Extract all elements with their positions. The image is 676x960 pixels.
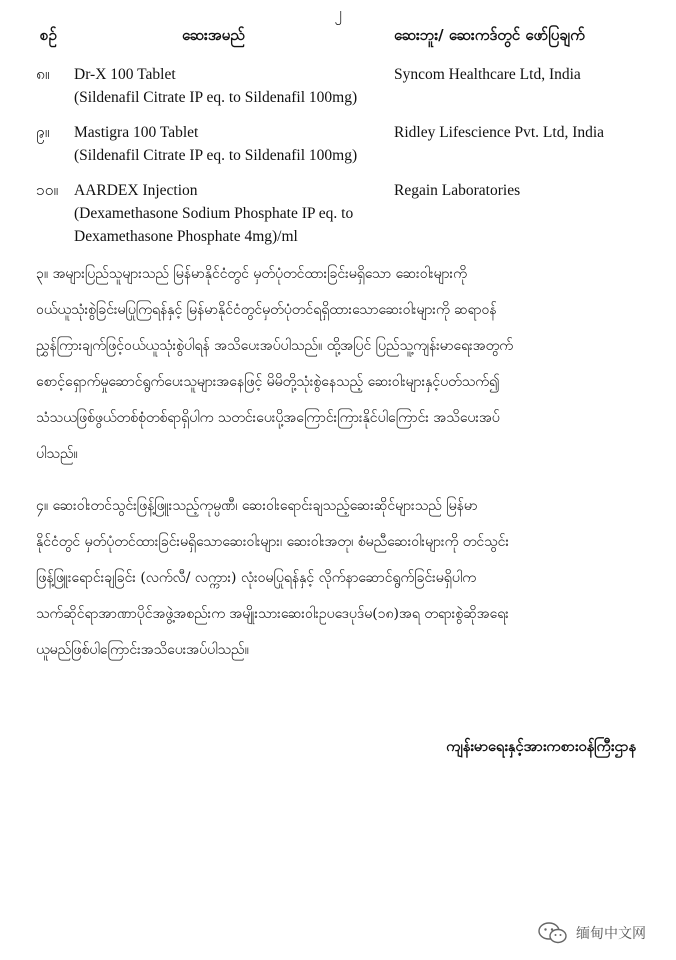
ministry-signature: ကျန်းမာရေးနှင့်အားကစားဝန်ကြီးဌာန bbox=[446, 738, 636, 755]
paragraph-line: ယူမည်ဖြစ်ပါကြောင်းအသိပေးအပ်ပါသည်။ bbox=[36, 642, 249, 658]
manufacturer: Syncom Healthcare Ltd, India bbox=[394, 66, 581, 83]
drug-name-line: Mastigra 100 Tablet bbox=[74, 124, 199, 141]
paragraph-line: စောင့်ရှောက်မှုဆောင်ရွက်ပေးသူများအနေဖြင့် မိမိတို့သုံးစွဲနေသည့် ဆေးဝါးများနှင့်ပတ်သက်၍ bbox=[36, 374, 500, 390]
manufacturer: Regain Laboratories bbox=[394, 182, 521, 199]
row-number: ၈။ bbox=[36, 66, 50, 83]
drug-name-line: (Sildenafil Citrate IP eq. to Sildenafil 100mg) bbox=[74, 89, 358, 106]
paragraph-line: ၃။ အများပြည်သူများသည် မြန်မာနိုင်ငံတွင် မှတ်ပုံတင်ထားခြင်းမရှိသော ဆေးဝါးများကို bbox=[36, 266, 467, 282]
drug-name-line: Dexamethasone Phosphate 4mg)/ml bbox=[74, 228, 298, 245]
paragraph-line: နိုင်ငံတွင် မှတ်ပုံတင်ထားခြင်းမရှိသောဆေးဝါးများ၊ ဆေးဝါးအတု၊ စံမညီဆေးဝါးများကို တင်သွင်း bbox=[36, 534, 510, 550]
wechat-icon bbox=[538, 922, 568, 944]
paragraph-4 bbox=[36, 488, 632, 668]
header-serial-number: စဉ် bbox=[40, 26, 57, 44]
drug-name bbox=[74, 121, 386, 167]
page-number: ၂ bbox=[334, 4, 342, 22]
drug-name bbox=[74, 63, 386, 109]
drug-name-line: AARDEX Injection bbox=[74, 182, 198, 199]
drug-name-line: (Dexamethasone Sodium Phosphate IP eq. to bbox=[74, 205, 354, 222]
drug-name-line: Dr-X 100 Tablet bbox=[74, 66, 176, 83]
table-header bbox=[0, 26, 676, 54]
paragraph-3 bbox=[36, 256, 632, 472]
paragraph-line: ဝယ်ယူသုံးစွဲခြင်းမပြုကြရန်နှင့် မြန်မာနိုင်ငံတွင်မှတ်ပုံတင်ရရှိထားသောဆေးဝါးများကို ဆရာဝန် bbox=[36, 302, 497, 318]
row-number: ၁၀။ bbox=[36, 182, 59, 199]
manufacturer: Ridley Lifescience Pvt. Ltd, India bbox=[394, 124, 605, 141]
header-manufacturer: ဆေးဘူး/ ဆေးကဒ်တွင် ဖော်ပြချက် bbox=[394, 26, 585, 44]
paragraph-line: ၄။ ဆေးဝါးတင်သွင်းဖြန့်ဖြူးသည့်ကုမ္ပဏီ၊ ဆေးဝါးရောင်းချသည့်ဆေးဆိုင်များသည် မြန်မာ bbox=[36, 498, 478, 514]
header-drug-name: ဆေးအမည် bbox=[182, 26, 245, 44]
watermark-text: 缅甸中文网 bbox=[576, 926, 646, 942]
paragraph-line: သံသယဖြစ်ဖွယ်တစ်စုံတစ်ရာရှိပါက သတင်းပေးပို့အကြောင်းကြားနိုင်ပါကြောင်း အသိပေးအပ် bbox=[36, 410, 500, 426]
paragraph-line: ညွှန်ကြားချက်ဖြင့်ဝယ်ယူသုံးစွဲပါရန် အသိပေးအပ်ပါသည်။ ထို့အပြင် ပြည်သူ့ကျန်းမာရေးအတွက် bbox=[36, 338, 513, 354]
paragraph-line: သက်ဆိုင်ရာအာဏာပိုင်အဖွဲ့အစည်းက အမျိုးသားဆေးဝါးဥပဒေပုဒ်မ(၁၈)အရ တရားစွဲဆိုအရေး bbox=[36, 606, 509, 622]
drug-name bbox=[74, 179, 386, 248]
row-number: ၉။ bbox=[36, 124, 50, 141]
paragraph-line: ဖြန့်ဖြူးရောင်းချခြင်း (လက်လီ/ လက္ကား) လုံးဝမပြုရန်နှင့် လိုက်နာဆောင်ရွက်ခြင်းမရှိပါက bbox=[36, 570, 476, 586]
drug-name-line: (Sildenafil Citrate IP eq. to Sildenafil 100mg) bbox=[74, 147, 358, 164]
watermark bbox=[538, 920, 646, 946]
paragraph-line: ပါသည်။ bbox=[36, 446, 78, 462]
